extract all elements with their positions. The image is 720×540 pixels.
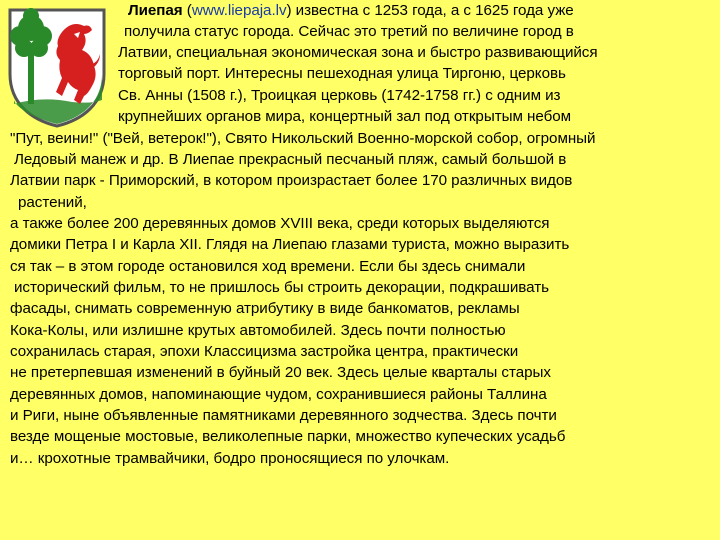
- article-line-7: "Пут, веини!" ("Вей, ветерок!"), Свято Никольский Военно-морской собор, огромный: [10, 130, 596, 147]
- article-line-8: Ледовый манеж и др. В Лиепае прекрасный песчаный пляж, самый большой в: [14, 151, 567, 168]
- article-line-2: получила статус города. Сейчас это третий по величине город в: [124, 23, 574, 40]
- article-line-17: сохранилась старая, эпохи Классицизма застройка центра, практически: [10, 343, 519, 360]
- article-line-13: ся так – в этом городе остановился ход времени. Если бы здесь снимали: [10, 258, 526, 275]
- article-line-11: а также более 200 деревянных домов XVIII века, среди которых выделяются: [10, 215, 550, 232]
- article-line-16: Кока-Колы, или излишне крутых автомобилей. Здесь почти полностью: [10, 322, 506, 339]
- article-line-15: фасады, снимать современную атрибутику в виде банкоматов, рекламы: [10, 300, 520, 317]
- article-line-10: растений,: [18, 194, 87, 211]
- article-line-12: домики Петра I и Карла XII. Глядя на Лиепаю глазами туриста, можно выразить: [10, 236, 570, 253]
- article-line-14: исторический фильм, то не пришлось бы строить декорации, подкрашивать: [14, 279, 549, 296]
- article-line-3: Латвии, специальная экономическая зона и быстро развивающийся: [118, 44, 598, 61]
- article-line-5: Св. Анны (1508 г.), Троицкая церковь (1742-1758 гг.) с одним из: [118, 87, 561, 104]
- website-link[interactable]: www.liepaja.lv: [191, 2, 287, 19]
- article-line-19: деревянных домов, напоминающие чудом, сохранившиеся районы Таллина: [10, 386, 547, 403]
- article-line-4: торговый порт. Интересны пешеходная улица Тиргоню, церковь: [118, 65, 566, 82]
- article-line-18: не претерпевшая изменений в буйный 20 век. Здесь целые кварталы старых: [10, 364, 551, 381]
- paren-open: (: [182, 2, 192, 19]
- article-line-1: [128, 0, 574, 22]
- article-line-22: и… крохотные трамвайчики, бодро проносящиеся по улочкам.: [10, 450, 450, 467]
- city-name: Лиепая: [128, 2, 183, 19]
- line-1-rest: ) известна с 1253 года, а с 1625 года уже: [286, 2, 574, 19]
- article-line-20: и Риги, ныне объявленные памятниками деревянного зодчества. Здесь почти: [10, 407, 557, 424]
- article-line-21: везде мощеные мостовые, великолепные парки, множество купеческих усадьб: [10, 428, 566, 445]
- article-line-9: Латвии парк - Приморский, в котором произрастает более 170 различных видов: [10, 172, 573, 189]
- article-line-6: крупнейших органов мира, концертный зал под открытым небом: [118, 108, 572, 125]
